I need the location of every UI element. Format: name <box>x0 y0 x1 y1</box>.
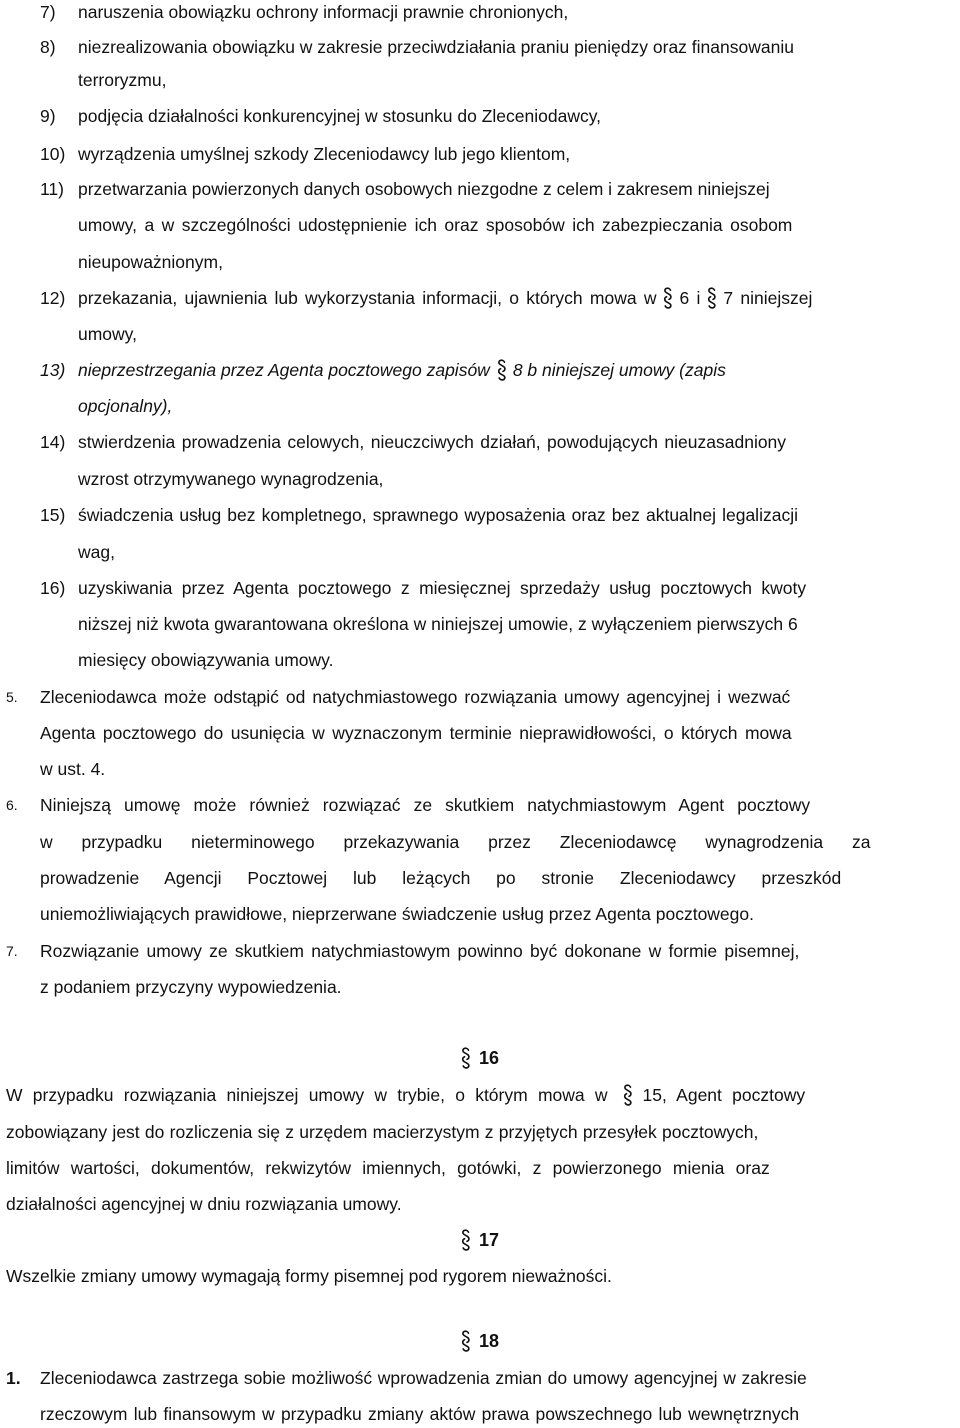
list-number: 12) <box>40 288 66 308</box>
section-sign-icon <box>460 1330 471 1352</box>
list-number: 14) <box>40 432 66 452</box>
section-sign-icon <box>496 359 507 381</box>
list-item-text: świadczenia usług bez kompletnego, sprawnego wyposażenia oraz bez aktualnej legalizacji <box>78 505 798 525</box>
point-text: w ust. 4. <box>40 759 106 779</box>
list-number: 9) <box>40 106 56 126</box>
point-text: Rozwiązanie umowy ze skutkiem natychmiastowym powinno być dokonane w formie pisemnej, <box>40 941 800 961</box>
section-sign-icon <box>460 1229 471 1251</box>
section-text: rzeczowym lub finansowym w przypadku zmiany aktów prawa powszechnego lub wewnętrznych <box>40 1404 800 1424</box>
list-item-text-part: 6 i <box>679 288 701 308</box>
point-text: z podaniem przyczyny wypowiedzenia. <box>40 977 342 997</box>
section-sign-icon <box>662 287 673 309</box>
list-item-text-part: nieprzestrzegania przez Agenta pocztowego zapisów <box>78 360 490 380</box>
list-item-text-part: 8 b niniejszej umowy (zapis <box>512 360 726 380</box>
list-item-text: podjęcia działalności konkurencyjnej w stosunku do Zleceniodawcy, <box>78 106 602 126</box>
point-number: 5. <box>6 689 18 705</box>
section-heading <box>460 1228 499 1252</box>
list-item-text: opcjonalny), <box>78 396 173 416</box>
section-sign-icon <box>706 287 717 309</box>
list-item-text-part: 7 niniejszej <box>723 288 813 308</box>
section-text: zobowiązany jest do rozliczenia się z urzędem macierzystym z przyjętych przesyłek pocztowych, <box>6 1122 759 1142</box>
section-text: Wszelkie zmiany umowy wymagają formy pisemnej pod rygorem nieważności. <box>6 1266 612 1286</box>
list-item-text-line: przetwarzania powierzonych danych osobowych niezgodne z celem i zakresem niniejszej <box>78 179 770 199</box>
list-number: 15) <box>40 505 66 525</box>
list-item-text: niezrealizowania obowiązku w zakresie przeciwdziałania praniu pieniędzy oraz finansowaniu <box>78 37 794 57</box>
section-sign-icon <box>460 1047 471 1069</box>
section-text: Zleceniodawca zastrzega sobie możliwość wprowadzenia zmian do umowy agencyjnej w zakresie <box>40 1368 807 1388</box>
list-number: 13) <box>40 360 66 380</box>
section-number: 17 <box>479 1230 500 1250</box>
list-item-text <box>78 177 955 201</box>
section-text <box>6 1083 805 1107</box>
list-item-text: nieupoważnionym, <box>78 252 223 272</box>
point-text: Agenta pocztowego do usunięcia w wyznaczonym terminie nieprawidłowości, o których mowa <box>40 723 792 743</box>
point-number: 1. <box>6 1368 21 1388</box>
list-number: 8) <box>40 37 56 57</box>
list-item-text: niższej niż kwota gwarantowana określona w niniejszej umowie, z wyłączeniem pierwszych 6 <box>78 614 798 634</box>
list-number: 11) <box>40 179 64 199</box>
list-item-text: miesięcy obowiązywania umowy. <box>78 650 334 670</box>
list-number: 10) <box>40 144 66 164</box>
section-number: 16 <box>479 1048 500 1068</box>
section-text: limitów wartości, dokumentów, rekwizytów imiennych, gotówki, z powierzonego mienia oraz <box>6 1158 770 1178</box>
list-item-text: stwierdzenia prowadzenia celowych, nieuczciwych działań, powodujących nieuzasadniony <box>78 432 787 452</box>
point-text: w przypadku nieterminowego przekazywania przez Zleceniodawcę wynagrodzenia za <box>40 832 871 852</box>
list-item-text: uzyskiwania przez Agenta pocztowego z miesięcznej sprzedaży usług pocztowych kwoty <box>78 578 807 598</box>
list-item-text: naruszenia obowiązku ochrony informacji prawnie chronionych, <box>78 2 569 22</box>
section-heading <box>460 1329 499 1353</box>
list-item-text: wag, <box>78 542 115 562</box>
point-text: Zleceniodawca może odstąpić od natychmiastowego rozwiązania umowy agencyjnej i wezwać <box>40 687 791 707</box>
section-heading <box>460 1046 499 1070</box>
point-text: uniemożliwiających prawidłowe, nieprzerwane świadczenie usług przez Agenta pocztowego. <box>40 904 754 924</box>
list-number: 16) <box>40 578 66 598</box>
list-item-text: wzrost otrzymywanego wynagrodzenia, <box>78 469 384 489</box>
section-text-part: W przypadku rozwiązania niniejszej umowy w trybie, o którym mowa w <box>6 1085 608 1105</box>
list-number: 7) <box>40 2 56 22</box>
section-number: 18 <box>479 1331 500 1351</box>
list-item-text: umowy, a w szczególności udostępnienie ich oraz sposobów ich zabezpieczania osobom <box>78 215 793 235</box>
point-number: 6. <box>6 797 18 813</box>
point-number: 7. <box>6 943 18 959</box>
section-text-part: 15, Agent pocztowy <box>642 1085 806 1105</box>
point-text: prowadzenie Agencji Pocztowej lub leżących po stronie Zleceniodawcy przeszkód <box>40 868 842 888</box>
list-item-text <box>78 358 726 382</box>
list-item-text: terroryzmu, <box>78 70 167 90</box>
list-item-text: umowy, <box>78 324 137 344</box>
list-item-text: wyrządzenia umyślnej szkody Zleceniodawcy lub jego klientom, <box>78 144 571 164</box>
list-item-text <box>78 286 812 310</box>
list-item-text-part: przekazania, ujawnienia lub wykorzystania informacji, o których mowa w <box>78 288 657 308</box>
section-sign-icon <box>622 1084 633 1106</box>
point-text: Niniejszą umowę może również rozwiązać ze skutkiem natychmiastowym Agent pocztowy <box>40 795 811 815</box>
section-text: działalności agencyjnej w dniu rozwiązania umowy. <box>6 1194 402 1214</box>
